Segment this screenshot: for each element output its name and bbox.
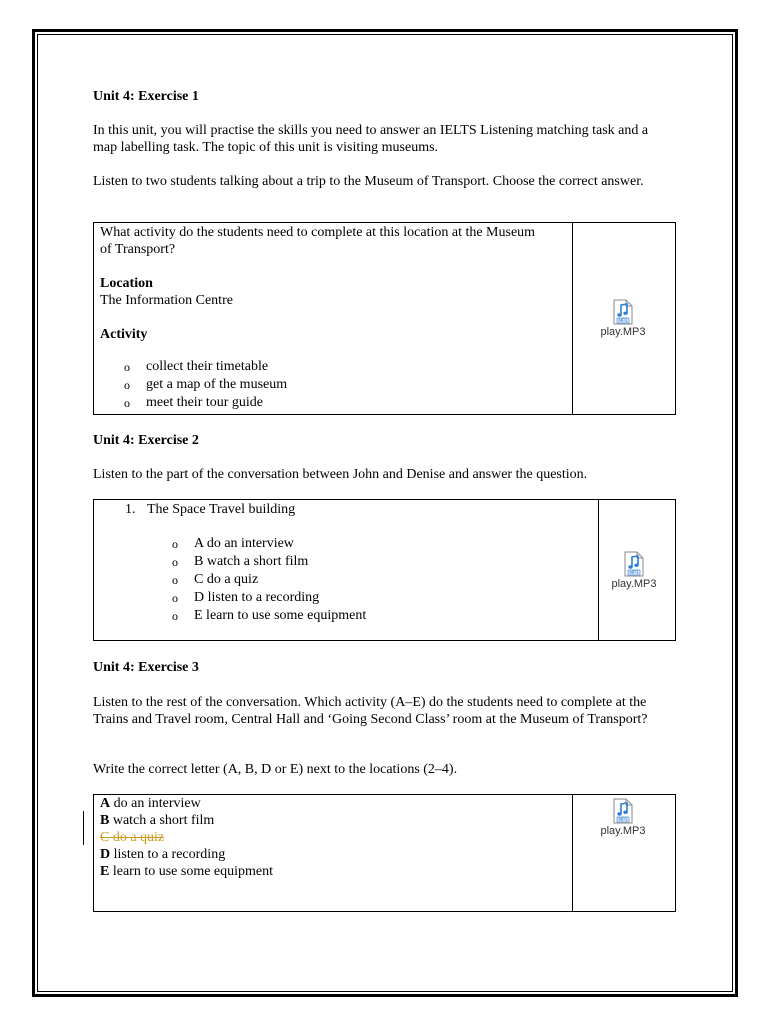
mp3-audio-ex3[interactable] [571, 798, 675, 837]
exercise-2-title: Unit 4: Exercise 2 [93, 433, 199, 448]
svg-text:MP3: MP3 [618, 319, 628, 324]
exercise-1-intro: In this unit, you will practise the skills you need to answer an IELTS Listening matching task and a map labelling task. The topic of this unit is visiting museums. [93, 123, 649, 155]
exercise-1-instruction: Listen to two students talking about a trip to the Museum of Transport. Choose the correct answer. [93, 174, 644, 189]
ex3-list-item: E learn to use some equipment [100, 864, 274, 879]
ex3-list-item: D listen to a recording [100, 847, 226, 862]
ex2-option[interactable]: o B watch a short film [172, 554, 309, 569]
mp3-audio-ex2[interactable] [593, 551, 675, 590]
bullet-icon: o [124, 360, 130, 374]
mp3-label: play.MP3 [611, 577, 657, 590]
svg-text:MP3: MP3 [629, 570, 639, 576]
mp3-file-icon [623, 551, 645, 577]
activity-label: Activity [100, 327, 148, 342]
ex1-option[interactable]: o meet their tour guide [124, 395, 264, 410]
mp3-audio-ex1[interactable] [571, 299, 675, 338]
bullet-icon: o [124, 396, 130, 410]
ex3-list-item-struck: C do a quiz [100, 830, 165, 845]
exercise-2-table [93, 499, 676, 641]
bullet-icon: o [172, 591, 178, 605]
exercise-1-table [93, 222, 676, 415]
ex2-option[interactable]: o C do a quiz [172, 572, 259, 587]
bullet-icon: o [172, 609, 178, 623]
mp3-label: play.MP3 [600, 825, 646, 837]
mp3-label: play.MP3 [600, 326, 646, 338]
bullet-icon: o [172, 573, 178, 587]
exercise-3-title: Unit 4: Exercise 3 [93, 660, 199, 675]
mp3-file-icon [612, 798, 634, 824]
exercise-1-question: What activity do the students need to complete at this location at the Museum of Transport? [100, 225, 536, 257]
exercise-3-instruction: Listen to the rest of the conversation. Which activity (A–E) do the students need to complete at the Trains and Travel room, Central Hall and ‘Going Second Class’ room at the Museum of Transport? [93, 695, 648, 727]
bullet-icon: o [172, 537, 178, 551]
ex1-option[interactable]: o collect their timetable [124, 359, 269, 374]
exercise-2-audio-cell [599, 500, 676, 641]
item-number: 1. [125, 502, 136, 517]
bullet-icon: o [124, 378, 130, 392]
exercise-1-question-cell [94, 223, 573, 415]
exercise-1-audio-cell [573, 223, 676, 415]
ex2-option[interactable]: o A do an interview [172, 536, 294, 551]
bullet-icon: o [172, 555, 178, 569]
location-value: The Information Centre [100, 293, 233, 308]
item-text: The Space Travel building [147, 502, 296, 517]
exercise-2-question-cell [94, 500, 599, 641]
exercise-3-table [93, 794, 676, 912]
mp3-file-icon [612, 299, 634, 325]
exercise-2-instruction: Listen to the part of the conversation between John and Denise and answer the question. [93, 467, 588, 482]
ex2-option[interactable]: o E learn to use some equipment [172, 608, 367, 623]
ex3-list-item: A do an interview [100, 796, 201, 811]
ex3-list-item: B watch a short film [100, 813, 215, 828]
exercise-3-write-instruction: Write the correct letter (A, B, D or E) next to the locations (2–4). [93, 762, 458, 777]
exercise-1-title: Unit 4: Exercise 1 [93, 89, 199, 104]
exercise-3-audio-cell [573, 795, 676, 912]
location-label: Location [100, 276, 153, 291]
exercise-3-list-cell [94, 795, 573, 912]
svg-text:MP3: MP3 [618, 818, 628, 823]
ex1-option[interactable]: o get a map of the museum [124, 377, 288, 392]
ex2-option[interactable]: o D listen to a recording [172, 590, 320, 605]
text-cursor [83, 811, 84, 845]
